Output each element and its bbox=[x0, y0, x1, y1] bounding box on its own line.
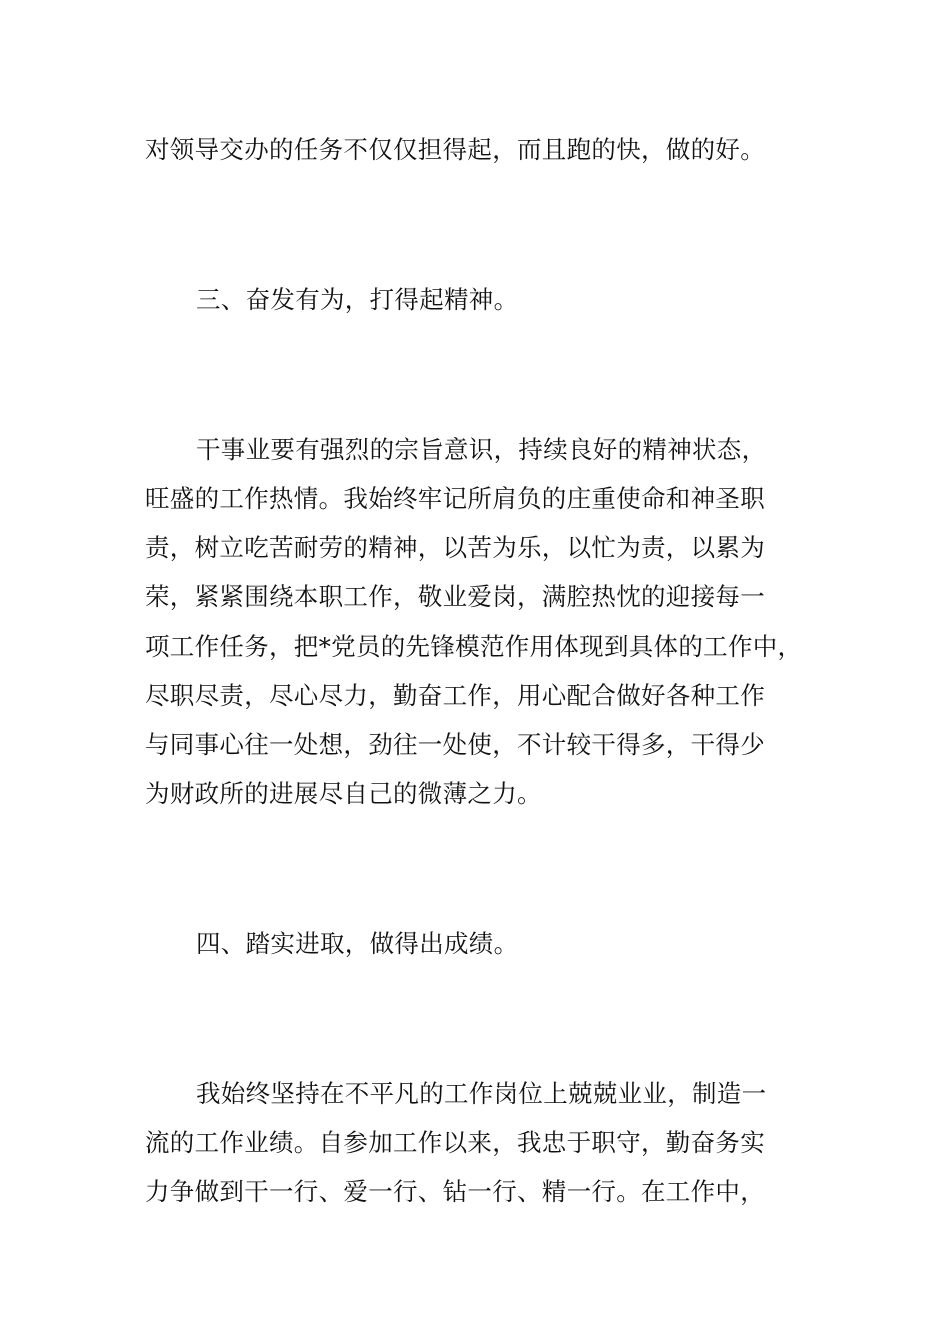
paragraph-line: 荣，紧紧围绕本职工作，敬业爱岗，满腔热忱的迎接每一 bbox=[145, 582, 765, 611]
paragraph-line: 干事业要有强烈的宗旨意识，持续良好的精神状态， bbox=[196, 435, 767, 464]
paragraph-line: 力争做到干一行、爱一行、钻一行、精一行。在工作中， bbox=[145, 1177, 765, 1206]
paragraph-line: 尽职尽责，尽心尽力，勤奋工作，用心配合做好各种工作 bbox=[145, 681, 765, 710]
paragraph-line: 我始终坚持在不平凡的工作岗位上兢兢业业，制造一 bbox=[196, 1079, 767, 1108]
paragraph-line: 流的工作业绩。自参加工作以来，我忠于职守，勤奋务实 bbox=[145, 1128, 765, 1157]
paragraph-line: 旺盛的工作热情。我始终牢记所肩负的庄重使命和神圣职 bbox=[145, 484, 765, 513]
section-heading-four: 四、踏实进取，做得出成绩。 bbox=[196, 929, 519, 958]
paragraph-line: 项工作任务，把*党员的先锋模范作用体现到具体的工作中， bbox=[145, 632, 803, 661]
paragraph-closing-line: 对领导交办的任务不仅仅担得起，而且跑的快，做的好。 bbox=[145, 135, 765, 164]
paragraph-line: 为财政所的进展尽自己的微薄之力。 bbox=[145, 779, 542, 808]
paragraph-line: 与同事心往一处想，劲往一处使，不计较干得多，干得少 bbox=[145, 730, 765, 759]
section-heading-three: 三、奋发有为，打得起精神。 bbox=[196, 285, 519, 314]
paragraph-line: 责，树立吃苦耐劳的精神，以苦为乐，以忙为责，以累为 bbox=[145, 533, 765, 562]
